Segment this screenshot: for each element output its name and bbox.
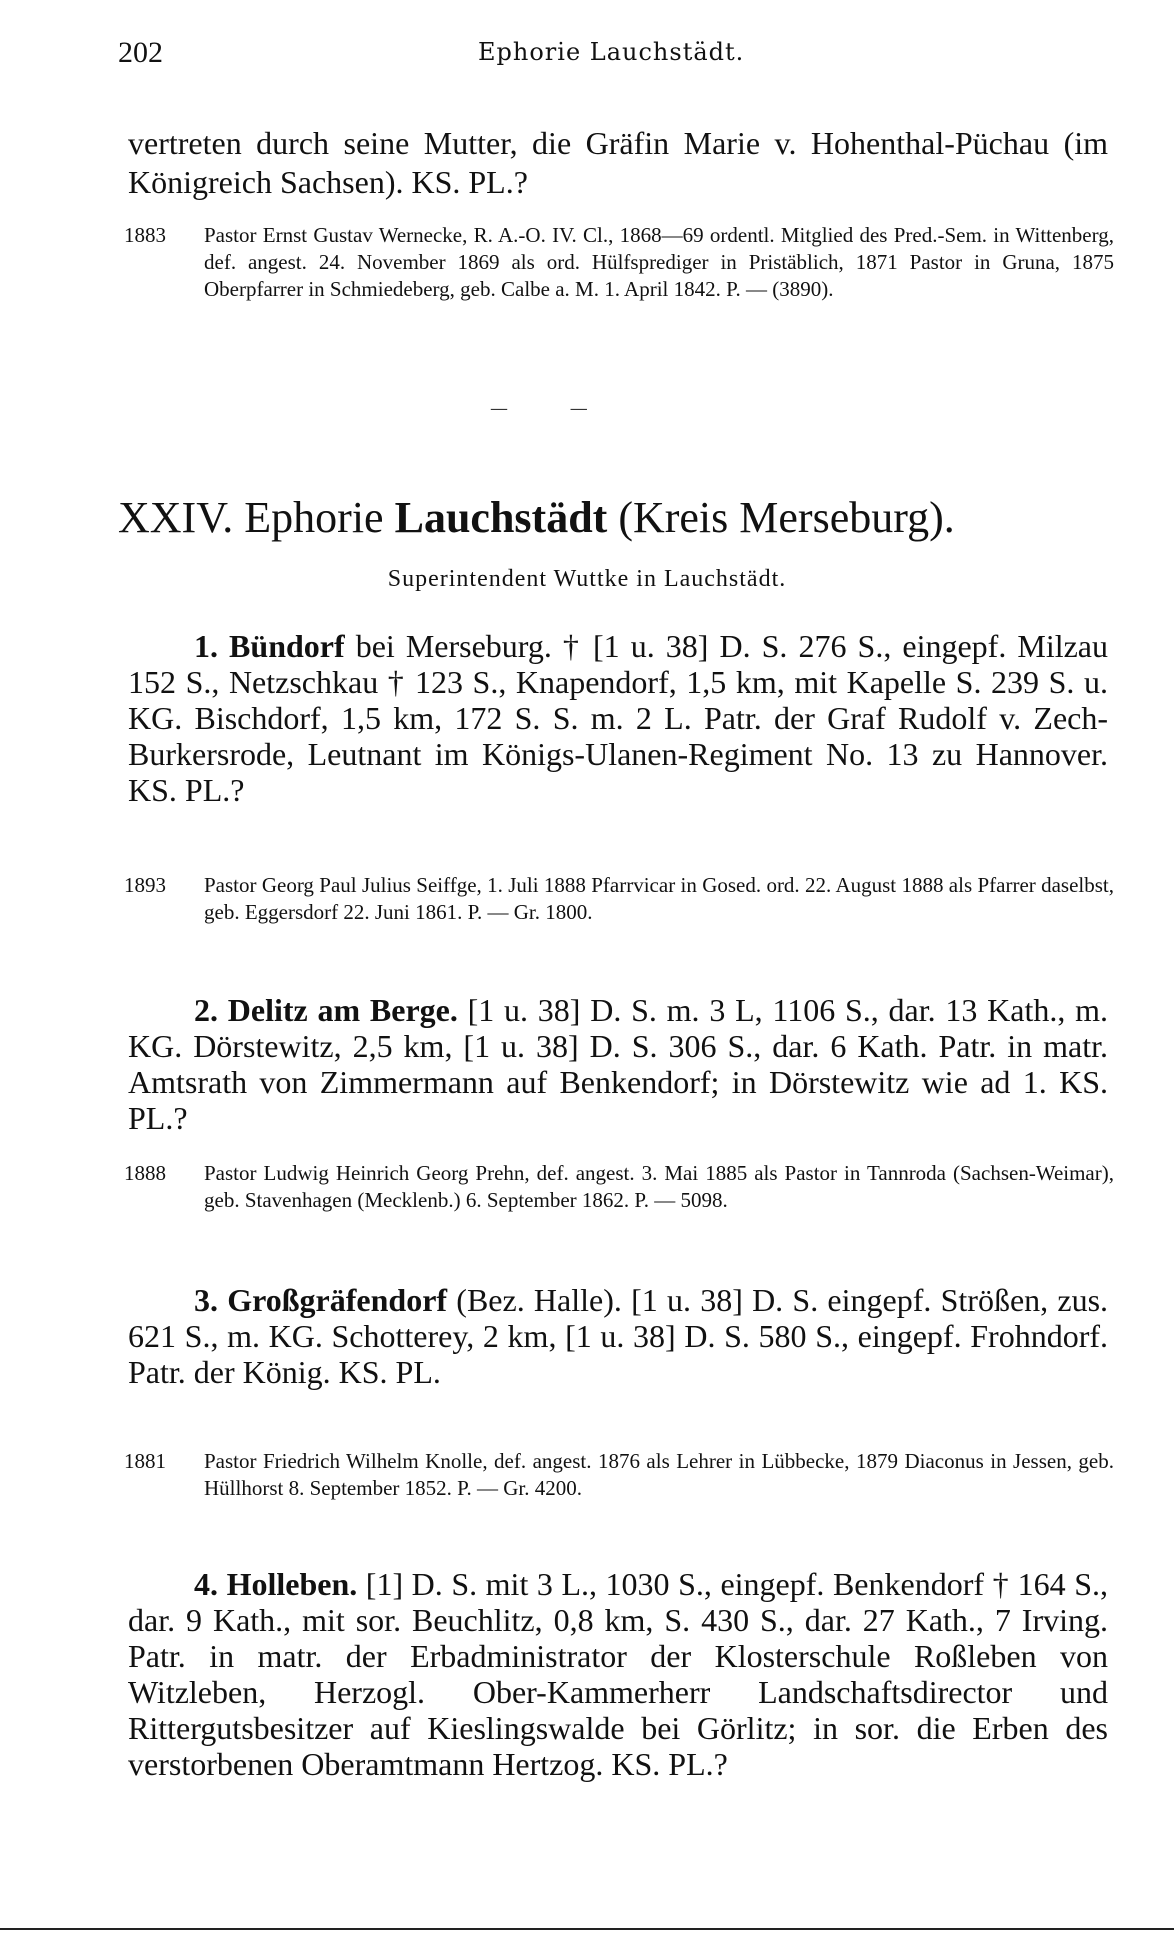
pastor-text: Pastor Georg Paul Julius Seiffge, 1. Juli 1888 Pfarrvicar in Gosed. ord. 22. August 1888 als Pfarrer daselbst, geb. Eggersdorf 22. Juni 1861. P. — Gr. 1800. (204, 873, 1114, 924)
page-bottom-edge (0, 1928, 1174, 1930)
pastor-note (124, 1160, 1114, 1214)
entry-place: Holleben. (226, 1566, 358, 1602)
pastor-text: Pastor Ernst Gustav Wernecke, R. A.-O. IV. Cl., 1868—69 ordentl. Mitglied des Pred.-Sem. in Wittenberg, def. angest. 24. November 1869 als ord. Hülfsprediger in Pristäblich, 1871 Pastor in Gruna, 1875 Oberpfarrer in Schmiedeberg, geb. Calbe a. M. 1. April 1842. P. — (3890). (204, 223, 1114, 301)
parish-entry (128, 992, 1108, 1136)
carryover-pastor-note (124, 222, 1114, 303)
section-separator: — — (490, 398, 616, 419)
page-number: 202 (118, 36, 163, 69)
entry-number: 3. (194, 1282, 218, 1318)
superintendent-line: Superintendent Wuttke in Lauchstädt. (387, 566, 787, 592)
running-header (118, 36, 1108, 76)
pastor-text: Pastor Ludwig Heinrich Georg Prehn, def. angest. 3. Mai 1885 als Pastor in Tannroda (Sachsen-Weimar), geb. Stavenhagen (Mecklenb.) 6. September 1862. P. — 5098. (204, 1161, 1114, 1212)
section-heading (118, 492, 1108, 543)
pastor-year: 1881 (124, 1449, 166, 1473)
running-title: Ephorie Lauchstädt. (478, 38, 745, 66)
entry-number: 2. (194, 992, 218, 1028)
entry-text: bei Merseburg. † [1 u. 38] D. S. 276 S., eingepf. Milzau 152 S., Netzschkau † 123 S., Knapendorf, 1,5 km, mit Kapelle S. 239 S. u. KG. Bischdorf, 1,5 km, 172 S. S. m. 2 L. Patr. der Graf Rudolf v. Zech-Burkersrode, Leutnant im Königs-Ulanen-Regiment No. 13 zu Hannover. KS. PL.? (128, 628, 1108, 808)
entry-place: Großgräfendorf (227, 1282, 448, 1318)
heading-town: Lauchstädt (394, 493, 608, 542)
pastor-year: 1893 (124, 873, 166, 897)
heading-prefix: XXIV. Ephorie (118, 493, 384, 542)
parish-entry (128, 1282, 1108, 1390)
heading-suffix: (Kreis Merseburg). (618, 493, 955, 542)
carryover-paragraph: vertreten durch seine Mutter, die Gräfin Marie v. Hohenthal-Püchau (im Königreich Sachsen). KS. PL.? (128, 125, 1108, 200)
pastor-year: 1883 (124, 223, 166, 247)
entry-place: Delitz am Berge. (227, 992, 458, 1028)
parish-entry (128, 1566, 1108, 1782)
pastor-text: Pastor Friedrich Wilhelm Knolle, def. angest. 1876 als Lehrer in Lübbecke, 1879 Diaconus in Jessen, geb. Hüllhorst 8. September 1852. P. — Gr. 4200. (204, 1449, 1114, 1500)
pastor-note (124, 1448, 1114, 1502)
parish-entry (128, 628, 1108, 808)
entry-text: (Bez. Halle). [1 u. 38] D. S. eingepf. Strößen, zus. 621 S., m. KG. Schotterey, 2 km, [1 u. 38] D. S. 580 S., eingepf. Frohndorf. Patr. der König. KS. PL. (128, 1282, 1109, 1390)
entry-number: 1. (194, 628, 218, 664)
entry-number: 4. (194, 1566, 218, 1602)
entry-place: Bündorf (229, 628, 345, 664)
entry-text: [1 u. 38] D. S. m. 3 L, 1106 S., dar. 13 Kath., m. KG. Dörstewitz, 2,5 km, [1 u. 38] D. S. 306 S., dar. 6 Kath. Patr. in matr. Amtsrath von Zimmermann auf Benkendorf; in Dörstewitz wie ad 1. KS. PL.? (128, 992, 1109, 1136)
pastor-note (124, 872, 1114, 926)
pastor-year: 1888 (124, 1161, 166, 1185)
entry-text: [1] D. S. mit 3 L., 1030 S., eingepf. Benkendorf † 164 S., dar. 9 Kath., mit sor. Beuchlitz, 0,8 km, S. 430 S., dar. 27 Kath., 7 Irving. Patr. in matr. der Erbadministrator der Klosterschule Roßleben von Witzleben, Herzogl. Ober-Kammerherr Landschaftsdirector und Rittergutsbesitzer auf Kieslingswalde bei Görlitz; in sor. die Erben des verstorbenen Oberamtmann Hertzog. KS. PL.? (128, 1566, 1109, 1782)
